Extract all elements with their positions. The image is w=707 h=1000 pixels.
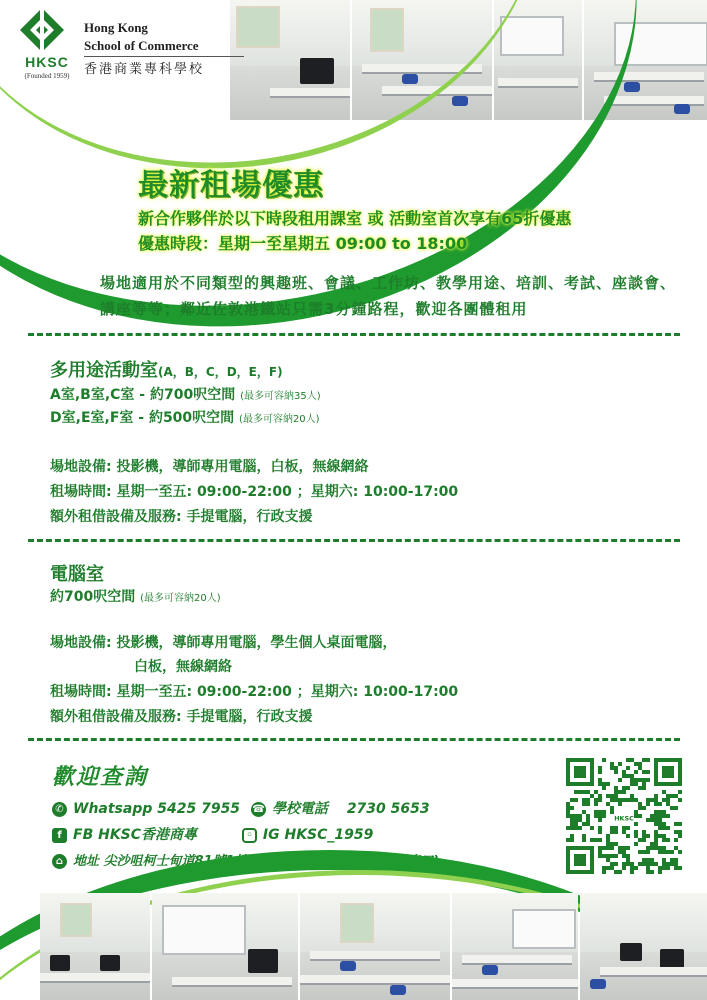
rooms-abc-size: A室,B室,C室 - 約700呎空間 xyxy=(50,387,236,403)
computer-room-capacity: (最多可容納20人) xyxy=(140,593,221,604)
rooms-abc-capacity: (最多可容納35人) xyxy=(240,391,321,402)
whatsapp-number[interactable]: Whatsapp 5425 7955 xyxy=(73,801,241,817)
computer-room-photo xyxy=(580,893,707,1000)
instagram-handle[interactable]: IG HKSC_1959 xyxy=(262,827,374,843)
computer-room-photo xyxy=(40,893,150,1000)
computer-room-facilities-2: 白板，無線網絡 xyxy=(134,659,232,675)
multipurpose-title xyxy=(50,356,283,382)
logo-mark-icon xyxy=(20,8,64,52)
computer-room-title: 電腦室 xyxy=(50,564,104,585)
top-classroom-photos xyxy=(230,0,707,120)
promo-offer: 新合作夥伴於以下時段租用課室 或 活動室首次享有65折優惠 xyxy=(138,209,572,228)
school-name-zh: 香港商業專科學校 xyxy=(84,62,205,77)
bottom-classroom-photos xyxy=(0,893,707,1000)
multipurpose-title-text: 多用途活動室 xyxy=(50,360,158,381)
contact-title: 歡迎查詢 xyxy=(52,765,149,790)
address-text: 地址 尖沙咀柯士甸道81號1樓 (佐敦站C2出口 柯士甸站F出口) xyxy=(73,854,440,869)
multipurpose-hours: 租場時間: 星期一至五: 09:00-22:00 ；星期六: 10:00-17:00 xyxy=(50,484,459,500)
logo-founded: (Founded 1959) xyxy=(24,72,70,80)
classroom-photo xyxy=(152,893,298,1000)
multipurpose-rooms: (A，B，C，D，E，F) xyxy=(158,365,283,379)
classroom-photo xyxy=(300,893,450,1000)
school-logo xyxy=(14,8,74,86)
computer-room-extras: 額外租借設備及服務: 手提電腦，行政支援 xyxy=(50,709,313,725)
computer-room-size xyxy=(50,586,221,606)
school-name-en-1: Hong Kong xyxy=(84,20,148,35)
multipurpose-facilities: 場地設備: 投影機，導師專用電腦，白板，無線網絡 xyxy=(50,459,369,475)
intro-text: 場地適用於不同類型的興趣班、會議、工作坊、教學用途、培訓、考試、座談會、講座等等；鄰近佐敦港鐵站只需3分鐘路程，歡迎各團體租用 xyxy=(100,274,677,318)
rooms-abc xyxy=(50,384,321,404)
contact-phones xyxy=(52,798,430,818)
classroom-photo xyxy=(230,0,350,120)
whatsapp-icon: ✆ xyxy=(52,802,67,817)
facebook-handle[interactable]: FB HKSC香港商專 xyxy=(73,827,198,843)
location-icon: ⌂ xyxy=(52,854,67,869)
logo-abbr: HKSC xyxy=(25,54,69,70)
contact-social xyxy=(52,824,373,844)
qr-center-label: HKSC xyxy=(614,814,634,823)
qr-code[interactable] xyxy=(566,758,682,874)
rooms-def-capacity: (最多可容納20人) xyxy=(239,414,320,425)
rooms-def-size: D室,E室,F室 - 約500呎空間 xyxy=(50,410,235,426)
contact-address xyxy=(52,850,439,869)
name-divider xyxy=(84,56,244,57)
section-divider xyxy=(28,333,680,336)
section-divider xyxy=(28,738,680,741)
instagram-icon: ◦ xyxy=(242,828,257,843)
phone-label: 學校電話 xyxy=(271,801,328,817)
section-divider xyxy=(28,539,680,542)
classroom-photo xyxy=(584,0,707,120)
promo-hours: 優惠時段：星期一至星期五 09:00 to 18:00 xyxy=(138,234,468,253)
multipurpose-extras: 額外租借設備及服務: 手提電腦，行政支援 xyxy=(50,509,313,525)
classroom-photo xyxy=(352,0,492,120)
qr-code-pattern xyxy=(566,758,682,874)
rooms-def xyxy=(50,407,320,427)
phone-icon: ☎ xyxy=(252,803,265,815)
computer-room-facilities-1: 場地設備: 投影機，導師專用電腦，學生個人桌面電腦， xyxy=(50,635,397,651)
classroom-photo xyxy=(494,0,582,120)
facebook-icon: f xyxy=(52,828,67,843)
promo-title: 最新租場優惠 xyxy=(138,168,324,203)
computer-room-hours: 租場時間: 星期一至五: 09:00-22:00 ；星期六: 10:00-17:00 xyxy=(50,684,459,700)
phone-number[interactable]: 2730 5653 xyxy=(346,801,430,817)
school-name-en-2: School of Commerce xyxy=(84,38,199,53)
classroom-photo xyxy=(452,893,578,1000)
computer-room-area: 約700呎空間 xyxy=(50,589,136,605)
